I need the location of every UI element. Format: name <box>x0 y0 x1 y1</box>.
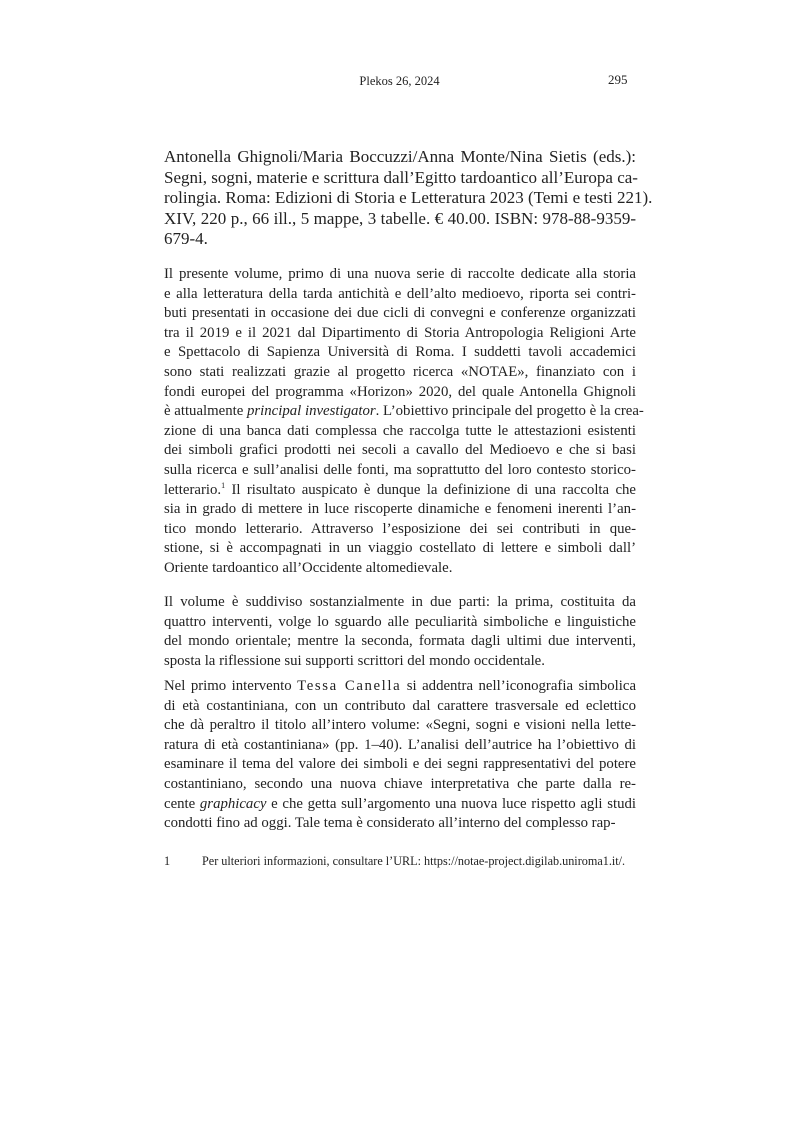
text-segment: 679-4. <box>164 229 208 249</box>
text-line <box>164 422 636 442</box>
text-segment: tico mondo letterario. Attraverso l’esposizione dei sei contributi in que- <box>164 520 636 537</box>
text-line <box>164 795 636 815</box>
text-line <box>164 209 636 230</box>
text-line <box>164 632 636 652</box>
text-line <box>164 363 636 383</box>
text-line <box>164 383 636 403</box>
text-line <box>164 539 636 559</box>
text-segment: e alla letteratura della tarda antichità e dell’alto medioevo, riporta sei contri- <box>164 285 636 302</box>
text-line <box>164 304 636 324</box>
text-segment: di età costantiniana, con un contributo dal carattere trasversale ed eclettico <box>164 697 636 714</box>
text-line <box>164 652 636 672</box>
text-line <box>164 559 636 579</box>
text-segment: Oriente tardoantico all’Occidente altomedievale. <box>164 559 453 576</box>
text-segment: esaminare il tema del valore dei simboli e dei segni rappresentativi del potere <box>164 756 636 773</box>
text-line <box>164 324 636 344</box>
text-line <box>164 520 636 540</box>
text-segment: dei simboli grafici prodotti nei secoli a cavallo del Medioevo e che si basi <box>164 442 636 459</box>
text-segment: sia in grado di mettere in luce riscoperte dinamiche e fenomeni inerenti l’an- <box>164 501 636 518</box>
text-segment: Segni, sogni, materie e scrittura dall’Egitto tardoantico all’Europa ca- <box>164 167 638 187</box>
text-segment: che dà peraltro il titolo all’intero volume: «Segni, sogni e visioni nella lette- <box>164 717 636 734</box>
text-line <box>164 402 644 422</box>
text-segment: sposta la riflessione sui supporti scrittori del mondo occidentale. <box>164 652 545 669</box>
text-line <box>164 775 636 795</box>
text-segment: zione di una banca dati complessa che raccolga tutte le attestazioni esistenti <box>164 422 636 439</box>
text-segment: stione, si è accompagnati in un viaggio costellato di lettere e simboli dall’ <box>164 540 636 557</box>
text-line <box>164 697 636 717</box>
italic-text: graphicacy <box>199 795 267 812</box>
text-line <box>164 677 636 697</box>
text-segment: del mondo orientale; mentre la seconda, formata dagli ultimi due interventi, <box>164 633 636 650</box>
text-segment: tra il 2019 e il 2021 dal Dipartimento di Storia Antropologia Religioni Arte <box>164 324 636 341</box>
text-segment: Nel primo intervento <box>164 678 298 694</box>
text-line <box>164 500 636 520</box>
text-line <box>164 461 636 481</box>
text-segment: costantiniano, secondo una nuova chiave interpretativa che parte dalla re- <box>164 775 636 792</box>
text-segment: . L’obiettivo principale del progetto è la crea- <box>375 403 644 420</box>
text-line <box>164 265 636 285</box>
text-segment: XIV, 220 p., 66 ill., 5 mappe, 3 tabelle. € 40.00. ISBN: 978-88-9359- <box>164 208 636 228</box>
text-line <box>164 147 636 168</box>
text-line <box>164 736 636 756</box>
text-line <box>164 188 653 209</box>
text-segment: si addentra nell’iconografia simbolica <box>401 678 637 694</box>
paragraph-structure <box>164 593 636 671</box>
text-segment: Antonella Ghignoli/Maria Boccuzzi/Anna Monte/Nina Sietis (eds.): <box>164 147 636 166</box>
text-line <box>164 441 636 461</box>
text-line <box>164 755 636 775</box>
footnote-reference: 1 <box>221 480 226 490</box>
paragraph-intro <box>164 265 644 579</box>
text-segment: quattro interventi, volge lo sguardo alle peculiarità simboliche e linguistiche <box>164 613 636 630</box>
page-number: 295 <box>608 72 628 87</box>
book-citation <box>164 147 653 250</box>
text-line <box>164 343 636 363</box>
text-segment: letterario. <box>164 481 222 498</box>
text-line <box>164 814 636 834</box>
text-segment: Il risultato auspicato è dunque la definizione di una raccolta che <box>225 481 636 498</box>
footnote-text: Per ulteriori informazioni, consultare l’URL: https://notae-project.digilab.uniroma1.it/. <box>202 854 626 868</box>
footnote-number: 1 <box>164 854 171 868</box>
text-line <box>164 229 636 250</box>
text-segment: e che getta sull’argomento una nuova luce rispetto agli studi <box>266 795 636 812</box>
text-segment: Il volume è suddiviso sostanzialmente in due parti: la prima, costituita da <box>164 594 636 610</box>
text-line <box>164 593 636 613</box>
author-name: Tessa Canella <box>297 678 402 694</box>
text-segment: buti presentati in occasione dei due cicli di convegni e conferenze organizzati <box>164 305 636 322</box>
text-line <box>164 285 636 305</box>
text-line <box>164 481 636 501</box>
text-line <box>164 716 636 736</box>
text-segment: sono stati realizzati grazie al progetto ricerca «NOTAE», finanziato con i <box>164 363 636 380</box>
text-segment: Il presente volume, primo di una nuova serie di raccolte dedicate alla storia <box>164 266 636 282</box>
text-segment: rolingia. Roma: Edizioni di Storia e Letteratura 2023 (Temi e testi 221). <box>164 188 653 208</box>
text-segment: condotti fino ad oggi. Tale tema è considerato all’interno del complesso rap- <box>164 815 616 832</box>
text-segment: è attualmente <box>164 403 247 420</box>
running-header: Plekos 26, 2024 <box>359 74 440 88</box>
paragraph-first-contribution <box>164 677 636 834</box>
text-segment: e Spettacolo di Sapienza Università di Roma. I suddetti tavoli accademici <box>164 344 636 361</box>
text-segment: ratura di età costantiniana» (pp. 1–40). L’analisi dell’autrice ha l’obiettivo di <box>164 736 636 753</box>
text-segment: cente <box>164 795 200 812</box>
text-segment: sulla ricerca e sull’analisi delle fonti, ma soprattutto del loro contesto storico- <box>164 461 636 478</box>
text-line <box>164 613 636 633</box>
text-line <box>164 168 636 189</box>
italic-text: principal investigator <box>247 403 376 420</box>
text-segment: fondi europei del programma «Horizon» 2020, del quale Antonella Ghignoli <box>164 383 636 400</box>
